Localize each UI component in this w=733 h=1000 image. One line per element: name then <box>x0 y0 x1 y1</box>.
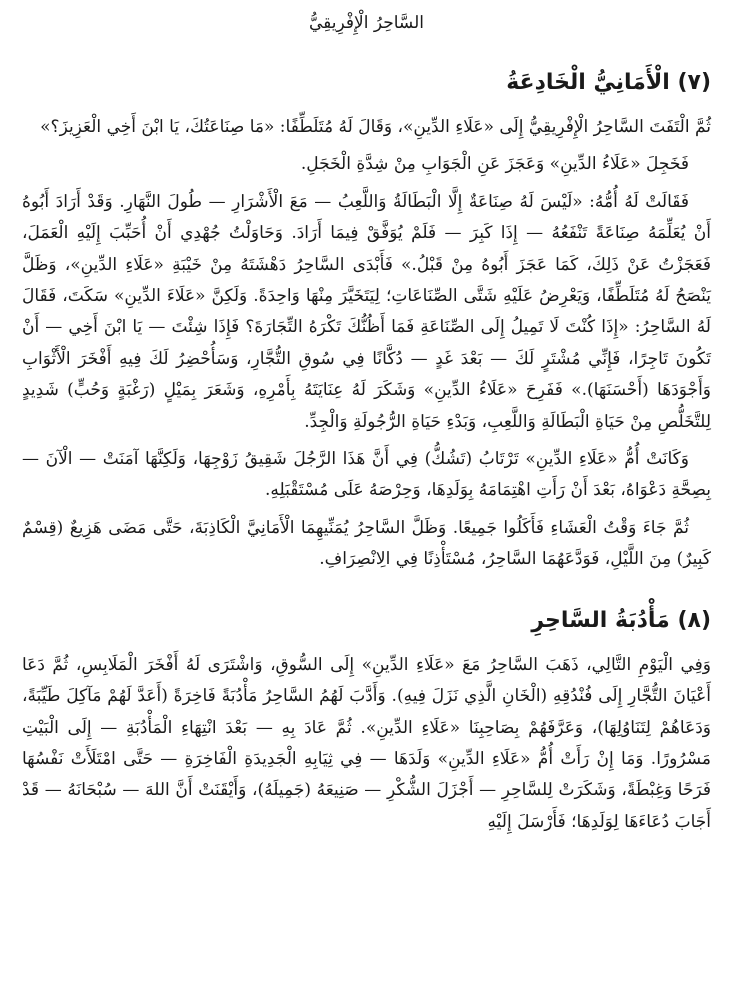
section-7 <box>22 68 711 576</box>
paragraph: وَفِي الْيَوْمِ التَّالِي، ذَهَبَ السَّاحِرُ مَعَ «عَلَاءِ الدِّينِ» إِلَى السُّوقِ، وَاشْتَرَى لَهُ أَفْخَرَ الْمَلَابِسِ، ثُمَّ دَعَا أَعْيَانَ التُّجَّارِ إِلَى فُنْدُقِهِ (الْخَانِ الَّذِي نَزَلَ فِيهِ). وَأَدَّبَ لَهُمُ السَّاحِرُ مَأْدُبَةً فَاخِرَةً (أَعَدَّ لَهُمْ مَآكِلَ طَيِّبَةً، وَدَعَاهُمْ لِتَنَاوُلِهَا)، وَعَرَّفَهُمْ بِصَاحِبِنَا «عَلَاءِ الدِّينِ». ثُمَّ عَادَ بِهِ — بَعْدَ انْتِهَاءِ الْمَأْدُبَةِ — إِلَى الْبَيْتِ مَسْرُورًا. وَمَا إِنْ رَأَتْ أُمُّ «عَلَاءِ الدِّينِ» وَلَدَهَا — فِي ثِيَابِهِ الْجَدِيدَةِ الْفَاخِرَةِ — حَتَّى امْتَلَأَتْ نَفْسُهَا فَرَحًا وَغِبْطَةً، وَشَكَرَتْ لِلسَّاحِرِ — أَجْزَلَ الشُّكْرِ — صَنِيعَهُ (جَمِيلَهُ)، وَأَيْقَنَتْ أَنَّ اللهَ — سُبْحَانَهُ — قَدْ أَجَابَ دُعَاءَهَا لِوَلَدِهَا؛ فَأَرْسَلَ إِلَيْهِ <box>22 654 711 832</box>
section-8 <box>22 606 711 838</box>
paragraph: فَخَجِلَ «عَلَاءُ الدِّينِ» وَعَجَزَ عَنِ الْجَوَابِ مِنْ شِدَّةِ الْخَجَلِ. <box>300 154 689 175</box>
paragraph: ثُمَّ الْتَفَتَ السَّاحِرُ الْإِفْرِيقِيُّ إِلَى «عَلَاءِ الدِّينِ»، وَقَالَ لَهُ مُتَلَطِّفًا: «مَا صِنَاعَتُكَ، يَا ابْنَ أَخِي الْعَزِيزَ؟» <box>40 117 711 137</box>
paragraph: فَقَالَتْ لَهُ أُمُّهُ: «لَيْسَ لَهُ صِنَاعَةٌ إِلَّا الْبَطَالَةُ وَاللَّعِبُ — مَعَ الْأَشْرَارِ — طُولَ النَّهَارِ. وَقَدْ أَرَادَ أَبُوهُ أَنْ يُعَلِّمَهُ صِنَاعَةً تَنْفَعُهُ — إِذَا كَبِرَ — فَلَمْ يُوَفَّقْ فِيمَا أَرَادَ. وَحَاوَلْتُ جُهْدِي أَنْ أُحَبِّبَ إِلَيْهِ الْعَمَلَ، فَعَجَزْتُ عَنْ ذَلِكَ، كَمَا عَجَزَ أَبُوهُ مِنْ قَبْلُ.» فَأَبْدَى السَّاحِرُ دَهْشَتَهُ مِنْ خَيْبَةِ «عَلَاءِ الدِّينِ»، وَظَلَّ يَنْصَحُ لَهُ مُتَلَطِّفًا، وَيَعْرِضُ عَلَيْهِ شَتَّى الصِّنَاعَاتِ؛ لِيَتَخَيَّرَ مِنْهَا وَاحِدَةً. وَلَكِنَّ «عَلَاءَ الدِّينِ» سَكَتَ، فَقَالَ لَهُ السَّاحِرُ: «إِذَا كُنْتَ لَا تَمِيلُ إِلَى الصِّنَاعَةِ فَمَا أَظُنُّكَ تَكْرَهُ التِّجَارَةَ؟ فَإِذَا شِئْتَ — يَا ابْنَ أَخِي — أَنْ تَكُونَ تَاجِرًا، فَإِنِّي مُشْتَرٍ لَكَ — بَعْدَ غَدٍ — دُكَّانًا فِي سُوقِ التُّجَّارِ، وَسَأُحْضِرُ لَكَ فِيهِ أَفْخَرَ الْأَثْوَابِ وَأَجْوَدَهَا (أَحْسَنَهَا).» فَفَرِحَ «عَلَاءُ الدِّينِ» وَشَكَرَ لَهُ عِنَايَتَهُ بِأَمْرِهِ، وَشَعَرَ بِمَيْلٍ (رَغْبَةٍ وَحُبٍّ) شَدِيدٍ لِلتَّخَلُّصِ مِنْ حَيَاةِ الْبَطَالَةِ وَاللَّعِبِ، وَبَدْءِ حَيَاةِ الرُّجُولَةِ وَالْجِدِّ. <box>22 191 712 432</box>
paragraph: ثُمَّ جَاءَ وَقْتُ الْعَشَاءِ فَأَكَلُوا جَمِيعًا. وَظَلَّ السَّاحِرُ يُمَنِّيهِمَا الْأَمَانِيَّ الْكَاذِبَةَ، حَتَّى مَضَى هَزِيعٌ (قِسْمٌ كَبِيرٌ) مِنَ اللَّيْلِ، فَوَدَّعَهُمَا السَّاحِرُ، مُسْتَأْذِنًا فِي الِانْصِرَافِ. <box>22 517 711 570</box>
section-heading: (٧) الْأَمَانِيُّ الْخَادِعَةُ <box>506 70 711 95</box>
running-header: السَّاحِرُ الْإِفْرِيقِيُّ <box>309 13 424 33</box>
section-heading: (٨) مَأْدُبَةُ السَّاحِرِ <box>531 607 711 633</box>
paragraph: وَكَانَتْ أُمُّ «عَلَاءِ الدِّينِ» تَرْتَابُ (تَشُكُّ) فِي أَنَّ هَذَا الرَّجُلَ شَقِيقُ زَوْجِهَا، وَلَكِنَّهَا آمَنَتْ — الْآنَ — بِصِحَّةِ دَعْوَاهُ، بَعْدَ أَنْ رَأَتِ اهْتِمَامَهُ بِوَلَدِهَا، وَحِرْصَهُ عَلَى مُسْتَقْبَلِهِ. <box>22 449 711 501</box>
